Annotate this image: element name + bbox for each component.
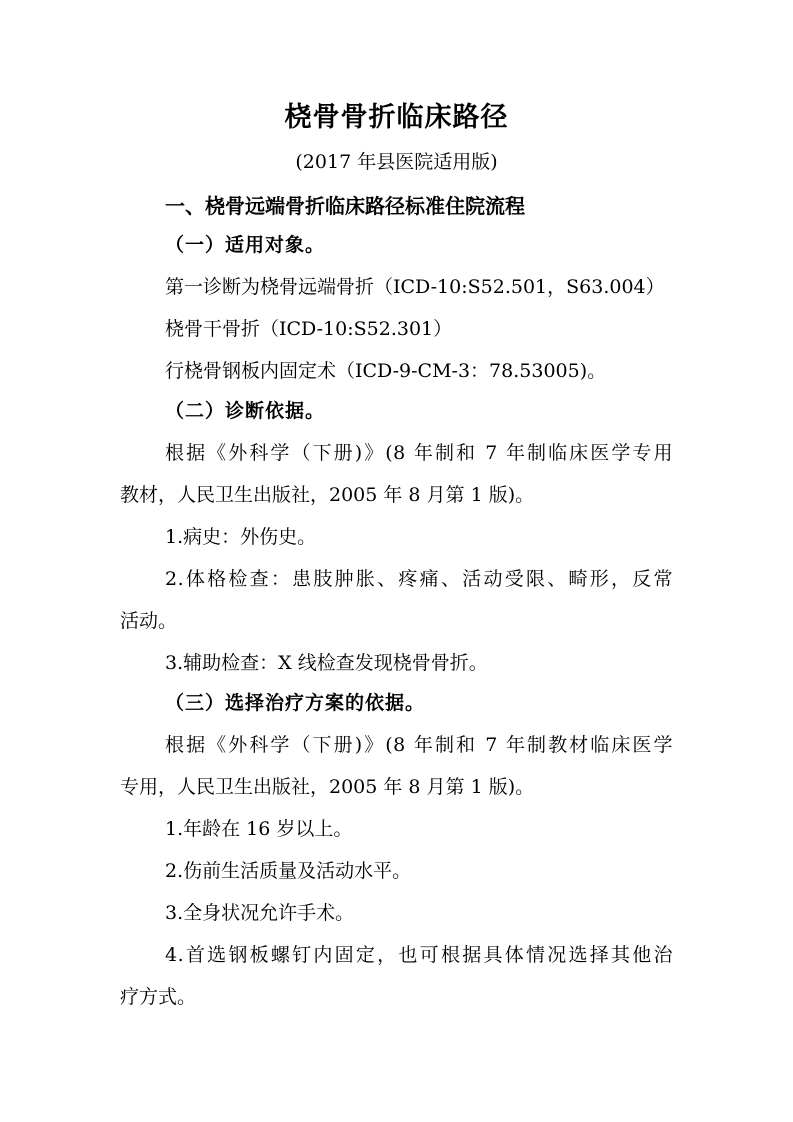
subsection-heading-diagnosis: （二）诊断依据。: [165, 400, 326, 422]
section-heading: 一、桡骨远端骨折临床路径标准住院流程: [165, 194, 525, 218]
diagnosis-line-2: 桡骨干骨折（ICD-10:S52.301）: [165, 318, 453, 340]
diagnosis-line-1: 第一诊断为桡骨远端骨折（ICD-10:S52.501，S63.004）: [165, 276, 665, 298]
diagnosis-item-2-line-1: 2.体格检查：患肢肿胀、疼痛、活动受限、畸形，反常: [165, 568, 673, 590]
treatment-item-1: 1.年龄在 16 岁以上。: [165, 818, 353, 840]
diagnosis-item-1: 1.病史：外伤史。: [165, 526, 317, 548]
treatment-basis-para-line-1: 根据《外科学（下册)》(8 年制和 7 年制教材临床医学: [165, 734, 673, 756]
diagnosis-basis-para-line-1: 根据《外科学（下册)》(8 年制和 7 年制临床医学专用: [165, 442, 673, 464]
treatment-item-2: 2.伤前生活质量及活动水平。: [165, 860, 412, 882]
diagnosis-item-2-line-2: 活动。: [120, 610, 178, 632]
treatment-item-4-line-2: 疗方式。: [120, 986, 197, 1008]
treatment-basis-para-line-2: 专用，人民卫生出版社，2005 年 8 月第 1 版)。: [120, 776, 535, 798]
subsection-heading-applicable: （一）适用对象。: [165, 234, 326, 256]
treatment-item-3: 3.全身状况允许手术。: [165, 902, 355, 924]
diagnosis-item-3: 3.辅助检查：X 线检查发现桡骨骨折。: [165, 652, 488, 674]
document-subtitle: (2017 年县医院适用版): [295, 151, 498, 173]
procedure-line: 行桡骨钢板内固定术（ICD-9-CM-3：78.53005)。: [165, 360, 607, 382]
diagnosis-basis-para-line-2: 教材，人民卫生出版社，2005 年 8 月第 1 版)。: [120, 484, 535, 506]
treatment-item-4-line-1: 4.首选钢板螺钉内固定，也可根据具体情况选择其他治: [165, 944, 673, 966]
subsection-heading-treatment: （三）选择治疗方案的依据。: [165, 692, 426, 714]
document-title: 桡骨骨折临床路径: [284, 102, 509, 133]
